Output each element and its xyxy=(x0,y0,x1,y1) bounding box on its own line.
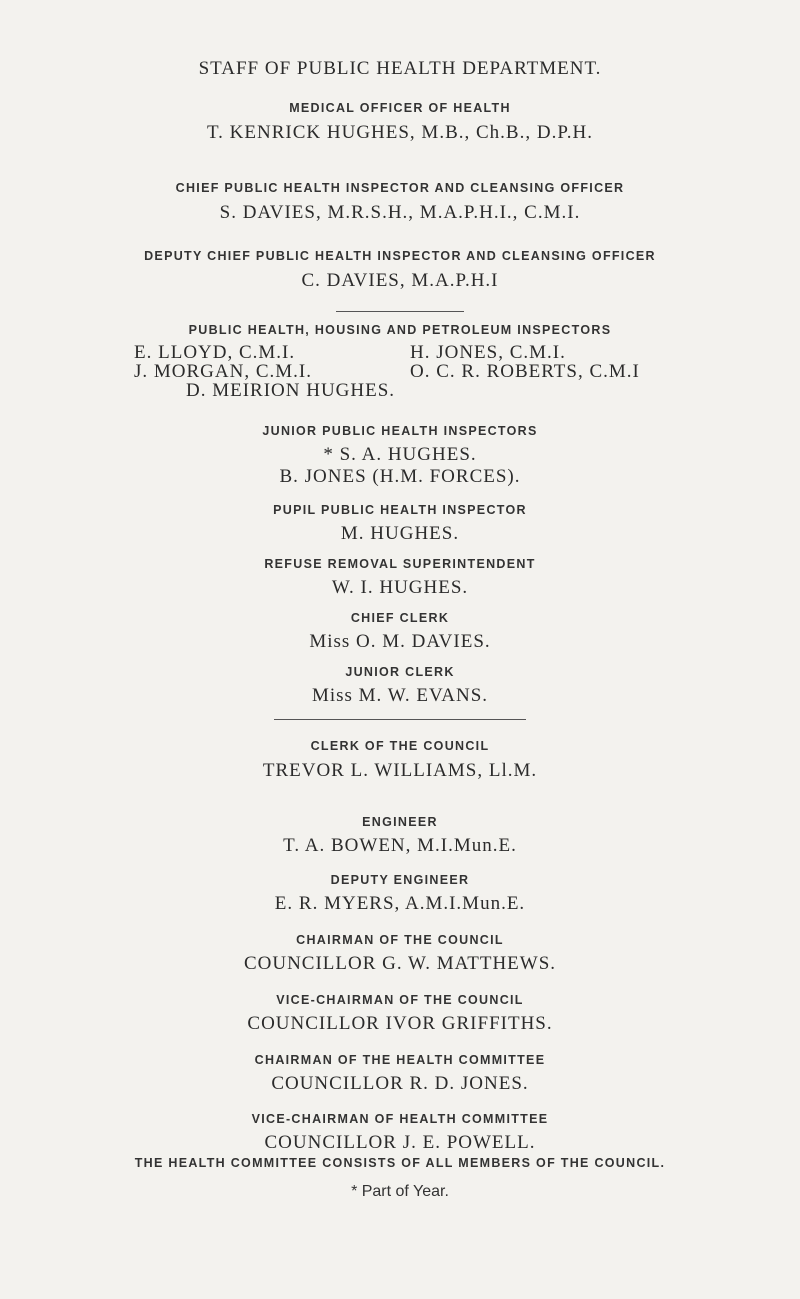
junior-inspector-name: * S. A. HUGHES. xyxy=(323,444,477,465)
deputy-engineer-role: DEPUTY ENGINEER xyxy=(330,873,470,887)
pupil-inspector-name: M. HUGHES. xyxy=(340,523,460,544)
divider xyxy=(274,719,526,720)
divider xyxy=(336,311,464,312)
chairman-council-role: CHAIRMAN OF THE COUNCIL xyxy=(296,933,504,947)
chairman-health-name: COUNCILLOR R. D. JONES. xyxy=(271,1073,529,1094)
deputy-engineer-name: E. R. MYERS, A.M.I.Mun.E. xyxy=(274,893,526,914)
inspector-name: J. MORGAN, C.M.I. xyxy=(134,361,312,382)
vice-chairman-health-name: COUNCILLOR J. E. POWELL. xyxy=(264,1132,536,1153)
inspectors-role: PUBLIC HEALTH, HOUSING AND PETROLEUM INSPECTORS xyxy=(188,323,612,337)
junior-clerk-name: Miss M. W. EVANS. xyxy=(311,685,489,706)
chief-inspector-role: CHIEF PUBLIC HEALTH INSPECTOR AND CLEANSING OFFICER xyxy=(175,181,625,195)
chief-clerk-name: Miss O. M. DAVIES. xyxy=(309,631,491,652)
chief-clerk-role: CHIEF CLERK xyxy=(350,611,450,625)
engineer-name: T. A. BOWEN, M.I.Mun.E. xyxy=(283,835,517,856)
vice-chairman-council-name: COUNCILLOR IVOR GRIFFITHS. xyxy=(247,1013,553,1034)
inspector-name: D. MEIRION HUGHES. xyxy=(186,380,396,401)
footnote: * Part of Year. xyxy=(351,1183,449,1200)
junior-clerk-role: JUNIOR CLERK xyxy=(345,665,455,679)
page-title: STAFF OF PUBLIC HEALTH DEPARTMENT. xyxy=(198,58,602,79)
vice-chairman-health-role: VICE-CHAIRMAN OF HEALTH COMMITTEE xyxy=(251,1112,549,1126)
medical-officer-role: MEDICAL OFFICER OF HEALTH xyxy=(289,101,511,115)
inspector-name: O. C. R. ROBERTS, C.M.I xyxy=(410,361,640,382)
junior-inspector-name: B. JONES (H.M. FORCES). xyxy=(279,466,521,487)
refuse-superintendent-role: REFUSE REMOVAL SUPERINTENDENT xyxy=(264,557,536,571)
refuse-superintendent-name: W. I. HUGHES. xyxy=(331,577,469,598)
deputy-chief-inspector-role: DEPUTY CHIEF PUBLIC HEALTH INSPECTOR AND CLEANSING OFFICER xyxy=(144,249,656,263)
deputy-chief-inspector-name: C. DAVIES, M.A.P.H.I xyxy=(301,270,499,291)
medical-officer-name: T. KENRICK HUGHES, M.B., Ch.B., D.P.H. xyxy=(206,122,593,143)
chairman-health-role: CHAIRMAN OF THE HEALTH COMMITTEE xyxy=(254,1053,546,1067)
committee-note: THE HEALTH COMMITTEE CONSISTS OF ALL MEMBERS OF THE COUNCIL. xyxy=(134,1156,666,1170)
pupil-inspector-role: PUPIL PUBLIC HEALTH INSPECTOR xyxy=(273,503,527,517)
vice-chairman-council-role: VICE-CHAIRMAN OF THE COUNCIL xyxy=(276,993,524,1007)
junior-inspectors-role: JUNIOR PUBLIC HEALTH INSPECTORS xyxy=(262,424,538,438)
clerk-of-council-name: TREVOR L. WILLIAMS, Ll.M. xyxy=(262,760,538,781)
chief-inspector-name: S. DAVIES, M.R.S.H., M.A.P.H.I., C.M.I. xyxy=(219,202,581,223)
inspector-name: H. JONES, C.M.I. xyxy=(410,342,566,363)
clerk-of-council-role: CLERK OF THE COUNCIL xyxy=(310,739,490,753)
chairman-council-name: COUNCILLOR G. W. MATTHEWS. xyxy=(243,953,557,974)
inspector-name: E. LLOYD, C.M.I. xyxy=(134,342,296,363)
engineer-role: ENGINEER xyxy=(362,815,438,829)
